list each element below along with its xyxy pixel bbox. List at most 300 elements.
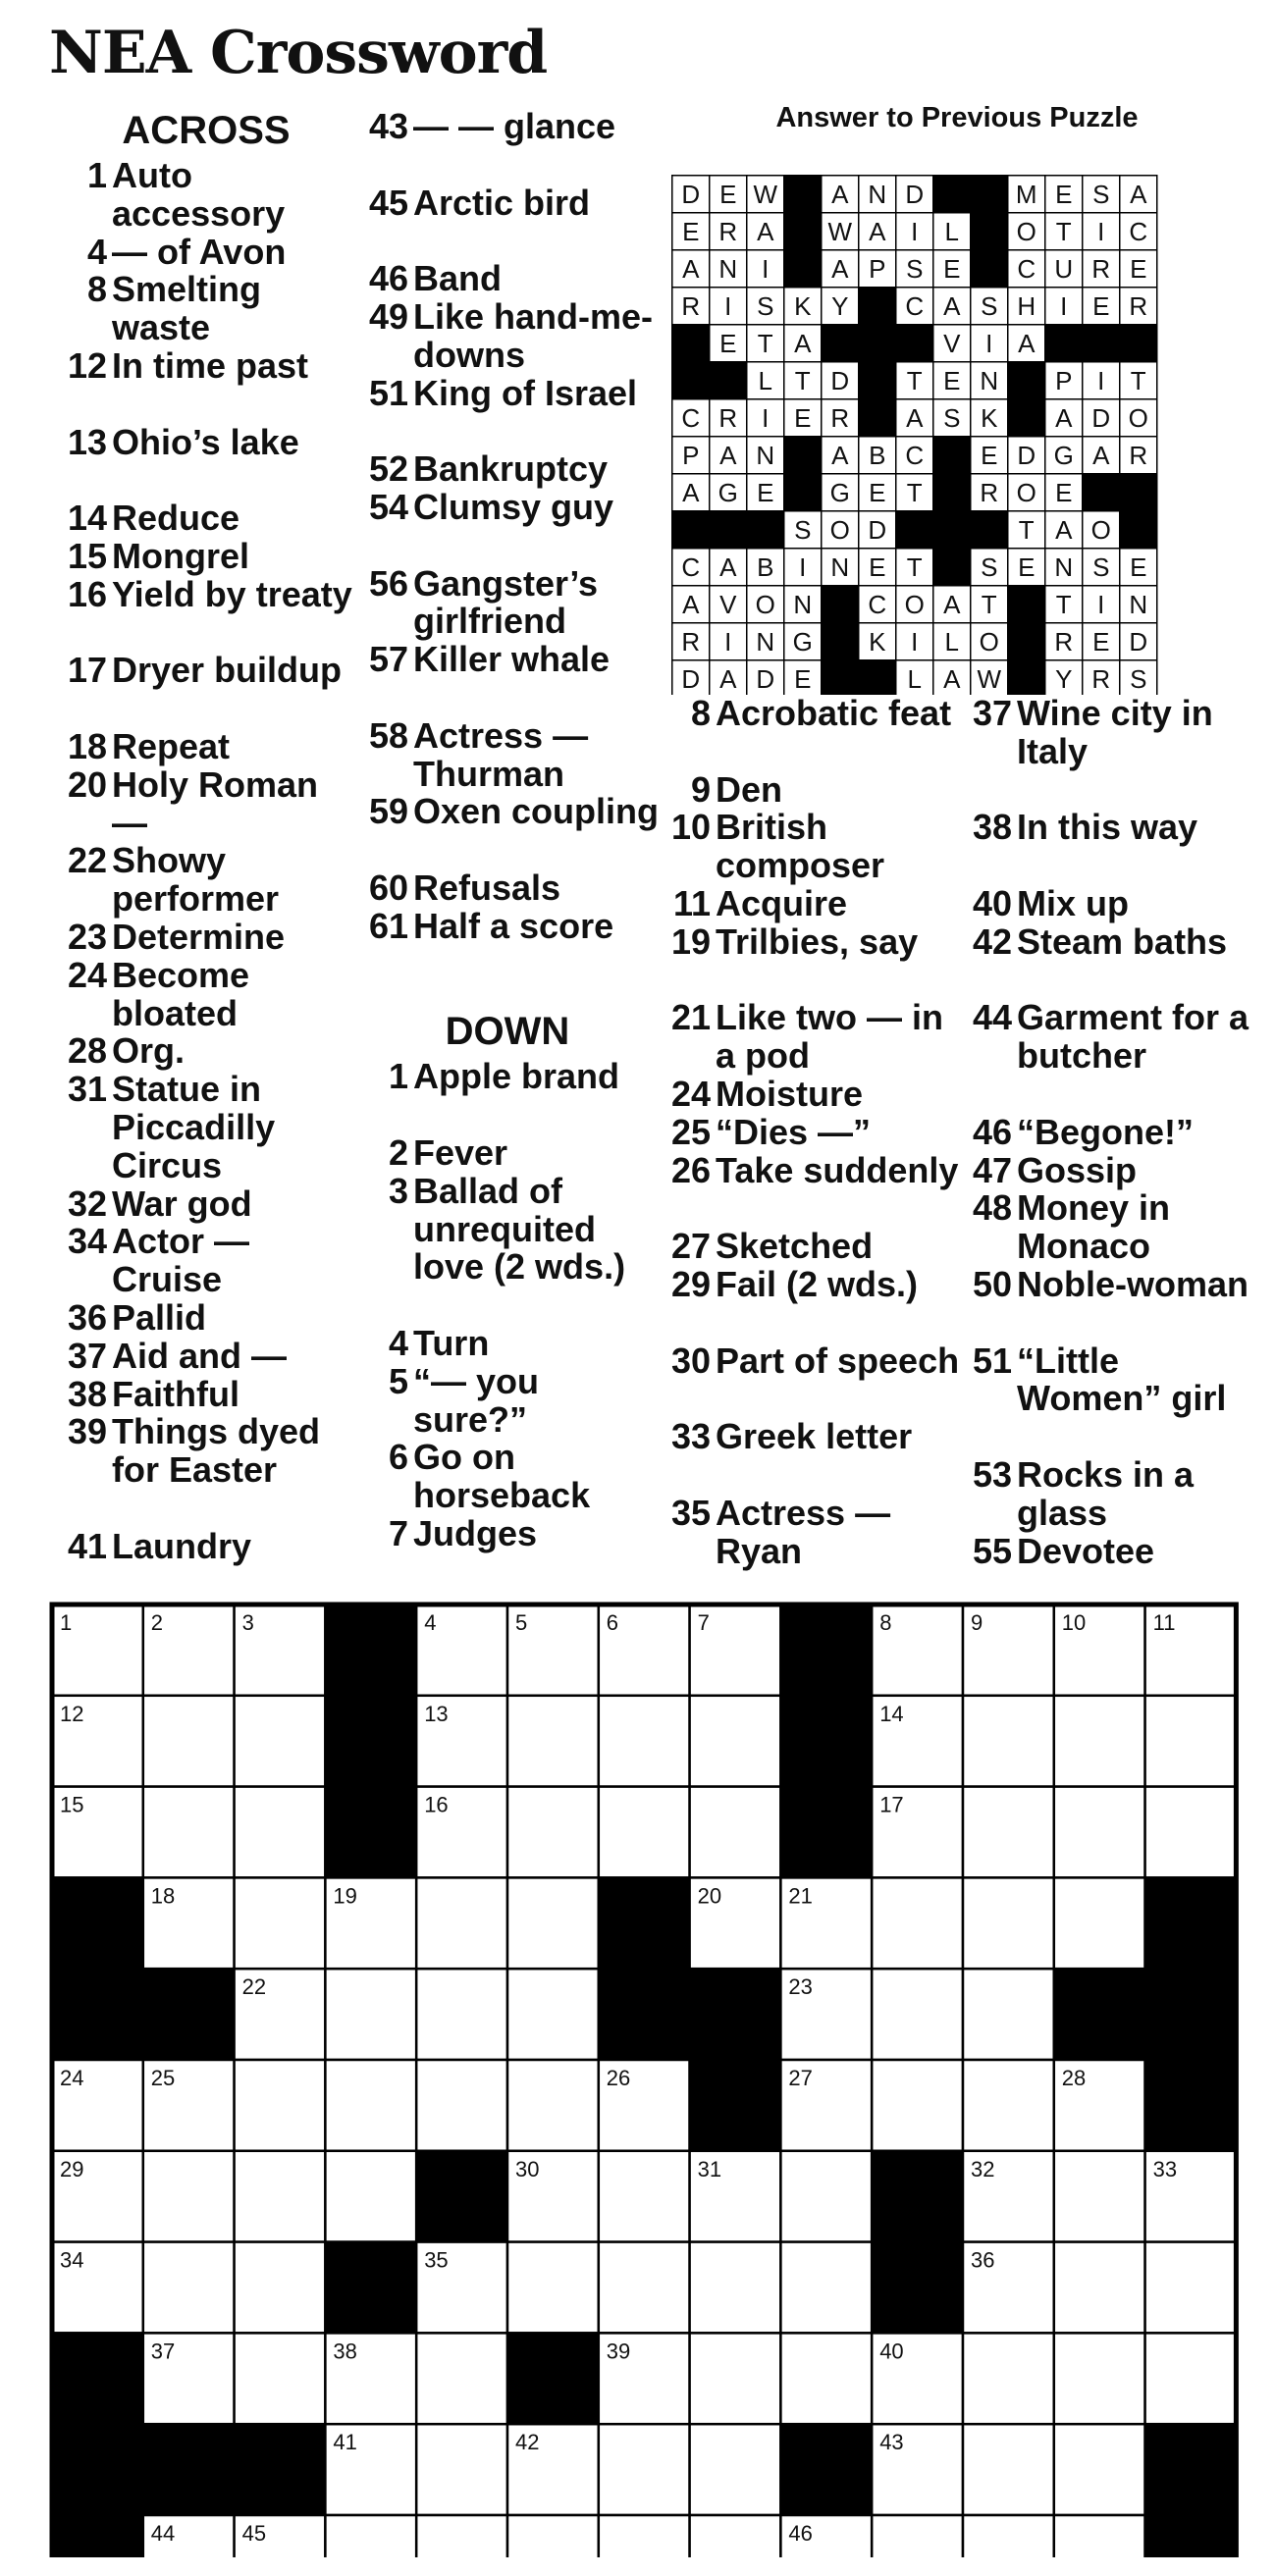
clue-number: 24 bbox=[670, 1073, 711, 1114]
answer-letter: E bbox=[719, 329, 737, 358]
cell-number: 1 bbox=[60, 1610, 73, 1635]
answer-letter: E bbox=[719, 180, 737, 209]
grid-cell[interactable] bbox=[780, 2242, 872, 2334]
clue-number: 13 bbox=[67, 421, 107, 462]
grid-cell[interactable] bbox=[690, 2515, 781, 2557]
clue-number: 24 bbox=[67, 954, 107, 995]
clue-item bbox=[54, 421, 358, 500]
black-square bbox=[822, 660, 859, 695]
grid-cell[interactable] bbox=[690, 2242, 781, 2334]
grid-cell[interactable] bbox=[235, 2151, 326, 2242]
clue-text: Take suddenly bbox=[716, 1149, 959, 1190]
answer-letter: D bbox=[1129, 627, 1148, 657]
answer-letter: V bbox=[719, 590, 737, 619]
black-square bbox=[1120, 474, 1157, 511]
grid-cell[interactable] bbox=[599, 2424, 690, 2515]
clue-text: Holy Roman — bbox=[112, 763, 319, 843]
clue-item bbox=[355, 641, 660, 717]
down-heading: DOWN bbox=[445, 1010, 570, 1054]
clue-number: 18 bbox=[67, 725, 107, 766]
cell-number: 6 bbox=[606, 1610, 619, 1635]
grid-cell[interactable] bbox=[690, 2333, 781, 2424]
grid-cell[interactable] bbox=[1145, 1787, 1237, 1878]
clue-number: 4 bbox=[86, 231, 107, 272]
clue-item bbox=[355, 1360, 660, 1440]
grid-cell[interactable] bbox=[143, 1787, 235, 1878]
grid-cell[interactable] bbox=[416, 2333, 507, 2424]
clue-number: 2 bbox=[388, 1131, 408, 1173]
black-square bbox=[784, 250, 822, 288]
answer-letter: L bbox=[758, 366, 772, 395]
cell-number: 30 bbox=[515, 2156, 540, 2182]
grid-cell[interactable] bbox=[1054, 1696, 1145, 1787]
answer-letter: N bbox=[756, 441, 775, 470]
clue-number: 44 bbox=[972, 997, 1012, 1038]
clue-item bbox=[959, 1453, 1253, 1533]
answer-letter: A bbox=[682, 254, 700, 284]
grid-cell[interactable] bbox=[507, 2515, 599, 2557]
black-square bbox=[690, 2060, 781, 2151]
clue-text: Ohio’s lake bbox=[112, 421, 299, 462]
answer-letter: W bbox=[753, 180, 778, 209]
answer-letter: I bbox=[1097, 217, 1105, 246]
clue-item bbox=[355, 1439, 660, 1515]
black-square bbox=[416, 2151, 507, 2242]
answer-letter: I bbox=[1060, 291, 1068, 321]
clue-text: Garment for a butcher bbox=[1017, 997, 1249, 1077]
cell-number: 13 bbox=[424, 1701, 449, 1726]
clue-item bbox=[54, 1071, 358, 1184]
answer-letter: D bbox=[905, 180, 925, 209]
grid-cell[interactable] bbox=[235, 1696, 326, 1787]
answer-letter: E bbox=[1130, 254, 1147, 284]
cell-number: 43 bbox=[879, 2430, 904, 2455]
clue-number: 51 bbox=[368, 372, 408, 413]
answer-letter: A bbox=[794, 329, 812, 358]
clue-number: 16 bbox=[67, 573, 107, 614]
clue-text: Ballad of unrequited love (2 wds.) bbox=[413, 1170, 626, 1288]
answer-letter: E bbox=[794, 403, 812, 433]
clue-item bbox=[658, 1111, 962, 1152]
grid-cell[interactable] bbox=[872, 2060, 963, 2151]
answer-letter: R bbox=[718, 217, 738, 246]
clue-item bbox=[658, 768, 962, 810]
grid-cell[interactable] bbox=[507, 1696, 599, 1787]
clue-text: “Begone!” bbox=[1017, 1111, 1194, 1152]
clue-number: 17 bbox=[67, 650, 107, 691]
answer-letter: E bbox=[1055, 478, 1073, 507]
grid-cell[interactable] bbox=[1145, 1696, 1237, 1787]
grid-cell[interactable] bbox=[599, 2151, 690, 2242]
answer-letter: I bbox=[762, 254, 770, 284]
clue-item bbox=[355, 562, 660, 642]
answer-letter: T bbox=[1018, 515, 1035, 545]
grid-cell[interactable] bbox=[599, 1696, 690, 1787]
answer-letter: L bbox=[907, 664, 922, 694]
grid-cell[interactable] bbox=[599, 1787, 690, 1878]
grid-cell[interactable] bbox=[235, 1787, 326, 1878]
black-square bbox=[933, 474, 971, 511]
answer-letter: E bbox=[1055, 180, 1073, 209]
answer-letter: D bbox=[1091, 403, 1111, 433]
grid-cell[interactable] bbox=[507, 2060, 599, 2151]
clue-text: — of Avon bbox=[112, 231, 287, 272]
grid-cell[interactable] bbox=[1054, 2424, 1145, 2515]
answer-letter: T bbox=[1055, 590, 1072, 619]
grid-cell[interactable] bbox=[963, 1877, 1054, 1969]
clue-item bbox=[355, 1322, 660, 1363]
answer-letter: I bbox=[762, 403, 770, 433]
clue-item bbox=[959, 882, 1253, 923]
clue-number: 61 bbox=[368, 905, 408, 946]
grid-cell[interactable] bbox=[963, 1787, 1054, 1878]
grid-cell[interactable] bbox=[507, 1787, 599, 1878]
black-square bbox=[933, 549, 971, 586]
clue-number: 22 bbox=[67, 840, 107, 881]
answer-letter: I bbox=[985, 329, 993, 358]
black-square bbox=[971, 213, 1008, 250]
clue-number: 23 bbox=[67, 916, 107, 957]
black-square bbox=[872, 2151, 963, 2242]
answer-letter: A bbox=[1018, 329, 1036, 358]
cell-number: 3 bbox=[241, 1610, 254, 1635]
clue-item bbox=[658, 1149, 962, 1229]
answer-letter: N bbox=[1129, 590, 1148, 619]
clue-text: Auto accessory bbox=[112, 155, 286, 234]
answer-letter: T bbox=[1055, 217, 1072, 246]
answer-letter: O bbox=[1128, 403, 1148, 433]
clue-number: 8 bbox=[86, 269, 107, 310]
answer-letter: G bbox=[792, 627, 813, 657]
clue-number: 47 bbox=[972, 1149, 1012, 1190]
clue-item bbox=[658, 882, 962, 923]
grid-cell[interactable] bbox=[963, 2515, 1054, 2557]
clue-text: Acrobatic feat bbox=[716, 693, 952, 733]
clue-text: Fail (2 wds.) bbox=[716, 1263, 919, 1304]
cell-number: 9 bbox=[971, 1610, 983, 1635]
cell-number: 32 bbox=[971, 2156, 995, 2182]
answer-letter: H bbox=[1017, 291, 1036, 321]
clue-item bbox=[54, 763, 358, 843]
answer-letter: S bbox=[1092, 180, 1110, 209]
grid-cell[interactable] bbox=[872, 2515, 963, 2557]
grid-cell[interactable] bbox=[599, 2515, 690, 2557]
cell-number: 16 bbox=[424, 1792, 449, 1817]
grid-cell[interactable] bbox=[1054, 2515, 1145, 2557]
clue-item bbox=[658, 999, 962, 1076]
clue-item bbox=[355, 1131, 660, 1173]
grid-cell[interactable] bbox=[325, 2515, 416, 2557]
clue-item bbox=[959, 1149, 1253, 1190]
black-square bbox=[859, 362, 896, 399]
clue-item bbox=[355, 372, 660, 451]
clue-text: Gossip bbox=[1017, 1149, 1138, 1190]
answer-letter: E bbox=[1092, 627, 1110, 657]
grid-cell[interactable] bbox=[235, 2060, 326, 2151]
grid-cell[interactable] bbox=[507, 1969, 599, 2060]
clue-number: 21 bbox=[670, 997, 711, 1038]
black-square bbox=[143, 1969, 235, 2060]
clue-number: 52 bbox=[368, 448, 408, 490]
black-square bbox=[1008, 399, 1045, 437]
black-square bbox=[747, 511, 784, 549]
clue-number: 3 bbox=[388, 1170, 408, 1211]
cell-number: 38 bbox=[333, 2339, 357, 2364]
grid-cell[interactable] bbox=[1145, 2333, 1237, 2424]
grid-cell[interactable] bbox=[143, 2151, 235, 2242]
grid-cell[interactable] bbox=[872, 1877, 963, 1969]
answer-letter: A bbox=[831, 441, 849, 470]
black-square bbox=[507, 2333, 599, 2424]
grid-cell[interactable] bbox=[416, 2515, 507, 2557]
answer-letter: R bbox=[1129, 291, 1148, 321]
grid-cell[interactable] bbox=[1054, 1877, 1145, 1969]
cell-number: 39 bbox=[606, 2339, 631, 2364]
clue-text: Noble-woman bbox=[1017, 1263, 1249, 1304]
clue-text: — — glance bbox=[413, 106, 616, 146]
answer-letter: A bbox=[1055, 515, 1073, 545]
answer-letter: I bbox=[1097, 366, 1105, 395]
clue-column bbox=[54, 108, 358, 1565]
answer-letter: D bbox=[756, 664, 775, 694]
grid-cell[interactable] bbox=[325, 2060, 416, 2151]
clue-text: Like hand-me-downs bbox=[413, 295, 654, 375]
cell-number: 21 bbox=[788, 1883, 813, 1909]
answer-letter: G bbox=[717, 478, 738, 507]
grid-cell[interactable] bbox=[1054, 2242, 1145, 2334]
answer-letter: O bbox=[1090, 515, 1111, 545]
clue-text: Devotee bbox=[1017, 1530, 1155, 1571]
black-square bbox=[780, 1696, 872, 1787]
clue-text: “Dies —” bbox=[716, 1111, 872, 1152]
cell-number: 5 bbox=[515, 1610, 528, 1635]
clue-number: 32 bbox=[67, 1183, 107, 1224]
grid-cell[interactable] bbox=[143, 1696, 235, 1787]
cell-number: 17 bbox=[879, 1792, 904, 1817]
answer-letter: D bbox=[868, 515, 887, 545]
clue-text: Steam baths bbox=[1017, 920, 1228, 962]
answer-letter: T bbox=[906, 366, 923, 395]
grid-cell[interactable] bbox=[599, 2242, 690, 2334]
clue-number: 43 bbox=[368, 106, 408, 146]
answer-letter: N bbox=[980, 366, 999, 395]
answer-letter: I bbox=[799, 552, 807, 582]
clue-number: 20 bbox=[67, 763, 107, 805]
answer-letter: T bbox=[794, 366, 811, 395]
cell-number: 42 bbox=[515, 2430, 540, 2455]
answer-letter: O bbox=[979, 627, 999, 657]
clue-text: Mongrel bbox=[112, 535, 249, 576]
clue-column bbox=[355, 108, 660, 1553]
clue-text: British composer bbox=[716, 807, 885, 886]
grid-cell[interactable] bbox=[963, 2333, 1054, 2424]
grid-cell[interactable] bbox=[507, 1877, 599, 1969]
clue-text: Gangster’s girlfriend bbox=[413, 562, 599, 642]
clue-item bbox=[959, 920, 1253, 1000]
cell-number: 10 bbox=[1061, 1610, 1087, 1635]
cell-number: 12 bbox=[60, 1701, 84, 1726]
black-square bbox=[143, 2424, 235, 2515]
black-square bbox=[933, 437, 971, 474]
grid-cell[interactable] bbox=[235, 2333, 326, 2424]
clue-number: 26 bbox=[670, 1149, 711, 1190]
clue-number: 50 bbox=[972, 1263, 1012, 1304]
answer-letter: I bbox=[724, 627, 732, 657]
clue-number: 1 bbox=[86, 155, 107, 195]
answer-letter: E bbox=[1130, 552, 1147, 582]
clue-number: 14 bbox=[67, 498, 107, 539]
grid-cell[interactable] bbox=[143, 2242, 235, 2334]
clue-text: Acquire bbox=[716, 882, 848, 923]
clue-item bbox=[355, 793, 660, 869]
answer-letter: A bbox=[943, 590, 961, 619]
grid-cell[interactable] bbox=[780, 2151, 872, 2242]
grid-cell[interactable] bbox=[325, 1969, 416, 2060]
answer-letter: P bbox=[869, 254, 886, 284]
answer-letter: T bbox=[1130, 366, 1146, 395]
grid-cell[interactable] bbox=[1145, 2242, 1237, 2334]
answer-letter: E bbox=[943, 366, 961, 395]
clue-item bbox=[355, 295, 660, 375]
grid-cell[interactable] bbox=[325, 2151, 416, 2242]
answer-letter: S bbox=[757, 291, 774, 321]
black-square bbox=[1083, 325, 1120, 362]
cell-number: 28 bbox=[1061, 2066, 1087, 2090]
answer-letter: S bbox=[794, 515, 812, 545]
grid-cell[interactable] bbox=[872, 1969, 963, 2060]
clue-number: 38 bbox=[972, 807, 1012, 848]
answer-letter: R bbox=[1091, 254, 1111, 284]
black-square bbox=[52, 2333, 143, 2424]
grid-cell[interactable] bbox=[963, 2060, 1054, 2151]
clue-text: Showy performer bbox=[112, 840, 280, 920]
grid-cell[interactable] bbox=[416, 1969, 507, 2060]
clue-item bbox=[658, 1342, 962, 1419]
black-square bbox=[672, 325, 710, 362]
cell-number: 2 bbox=[150, 1610, 164, 1635]
black-square bbox=[52, 1969, 143, 2060]
clue-number: 60 bbox=[368, 867, 408, 908]
cell-number: 27 bbox=[788, 2066, 813, 2090]
black-square bbox=[1008, 586, 1045, 623]
answer-letter: L bbox=[944, 217, 959, 246]
answer-letter: P bbox=[682, 441, 700, 470]
black-square bbox=[1008, 623, 1045, 660]
clue-item bbox=[54, 1373, 358, 1414]
grid-cell[interactable] bbox=[963, 2424, 1054, 2515]
answer-letter: A bbox=[682, 590, 700, 619]
across-heading: ACROSS bbox=[122, 109, 291, 152]
black-square bbox=[822, 623, 859, 660]
clue-item bbox=[355, 486, 660, 565]
clue-text: Wine city in Italy bbox=[1017, 693, 1213, 771]
answer-letter: B bbox=[869, 441, 886, 470]
grid-cell[interactable] bbox=[1054, 2333, 1145, 2424]
grid-cell[interactable] bbox=[780, 2333, 872, 2424]
clue-number: 38 bbox=[67, 1373, 107, 1414]
grid-cell[interactable] bbox=[235, 1877, 326, 1969]
clue-item bbox=[54, 1032, 358, 1071]
grid-cell[interactable] bbox=[1054, 2151, 1145, 2242]
clue-item bbox=[658, 809, 962, 885]
clue-item bbox=[658, 1418, 962, 1495]
clue-number: 45 bbox=[368, 182, 408, 223]
clue-item bbox=[959, 1189, 1253, 1266]
answer-letter: S bbox=[981, 552, 998, 582]
cell-number: 19 bbox=[333, 1883, 357, 1909]
grid-cell[interactable] bbox=[416, 1877, 507, 1969]
answer-letter: E bbox=[981, 441, 998, 470]
grid-cell[interactable] bbox=[1054, 1787, 1145, 1878]
grid-cell[interactable] bbox=[507, 2242, 599, 2334]
clue-text: Greek letter bbox=[716, 1416, 913, 1457]
black-square bbox=[52, 1877, 143, 1969]
clue-number: 15 bbox=[67, 535, 107, 576]
black-square bbox=[672, 362, 710, 399]
grid-cell[interactable] bbox=[963, 1696, 1054, 1787]
cell-number: 24 bbox=[60, 2066, 84, 2090]
clue-text: Money in Monaco bbox=[1017, 1187, 1171, 1267]
black-square bbox=[599, 1969, 690, 2060]
answer-letter: N bbox=[868, 180, 887, 209]
grid-cell[interactable] bbox=[690, 1696, 781, 1787]
answer-letter: O bbox=[904, 590, 925, 619]
answer-letter: U bbox=[1054, 254, 1074, 284]
answer-letter: G bbox=[1053, 441, 1074, 470]
clue-number: 30 bbox=[670, 1340, 711, 1381]
clue-number: 39 bbox=[67, 1411, 107, 1452]
answer-letter: A bbox=[719, 552, 737, 582]
black-square bbox=[690, 1969, 781, 2060]
answer-letter: O bbox=[1016, 478, 1036, 507]
clue-number: 31 bbox=[67, 1069, 107, 1110]
cell-number: 41 bbox=[333, 2430, 357, 2455]
clue-number: 7 bbox=[388, 1512, 408, 1553]
puzzle-title: NEA Crossword bbox=[49, 19, 548, 87]
clue-column bbox=[959, 695, 1253, 1570]
clue-number: 48 bbox=[972, 1187, 1012, 1229]
cell-number: 14 bbox=[879, 1701, 904, 1726]
grid-cell[interactable] bbox=[690, 2424, 781, 2515]
clue-item bbox=[658, 1263, 962, 1342]
cell-number: 37 bbox=[150, 2339, 176, 2364]
grid-cell[interactable] bbox=[416, 2424, 507, 2515]
black-square bbox=[896, 511, 933, 549]
clue-item bbox=[355, 450, 660, 489]
black-square bbox=[971, 176, 1008, 213]
grid-cell[interactable] bbox=[416, 2060, 507, 2151]
clue-number: 49 bbox=[368, 295, 408, 337]
black-square bbox=[325, 2242, 416, 2334]
answer-heading: Answer to Previous Puzzle bbox=[775, 102, 1139, 133]
answer-letter: N bbox=[718, 254, 738, 284]
grid-cell[interactable] bbox=[235, 2242, 326, 2334]
answer-letter: C bbox=[1129, 217, 1148, 246]
cell-number: 45 bbox=[241, 2521, 267, 2546]
answer-letter: N bbox=[793, 590, 813, 619]
black-square bbox=[325, 1787, 416, 1878]
clue-item bbox=[54, 1525, 358, 1566]
cell-number: 35 bbox=[424, 2247, 449, 2273]
answer-letter: E bbox=[1092, 291, 1110, 321]
grid-cell[interactable] bbox=[690, 1787, 781, 1878]
clue-number: 9 bbox=[690, 768, 711, 810]
cell-number: 29 bbox=[60, 2156, 84, 2182]
clue-text: Statue in Piccadilly Circus bbox=[112, 1069, 276, 1185]
grid-cell[interactable] bbox=[963, 1969, 1054, 2060]
answer-letter: A bbox=[943, 664, 961, 694]
answer-letter: R bbox=[1091, 664, 1111, 694]
